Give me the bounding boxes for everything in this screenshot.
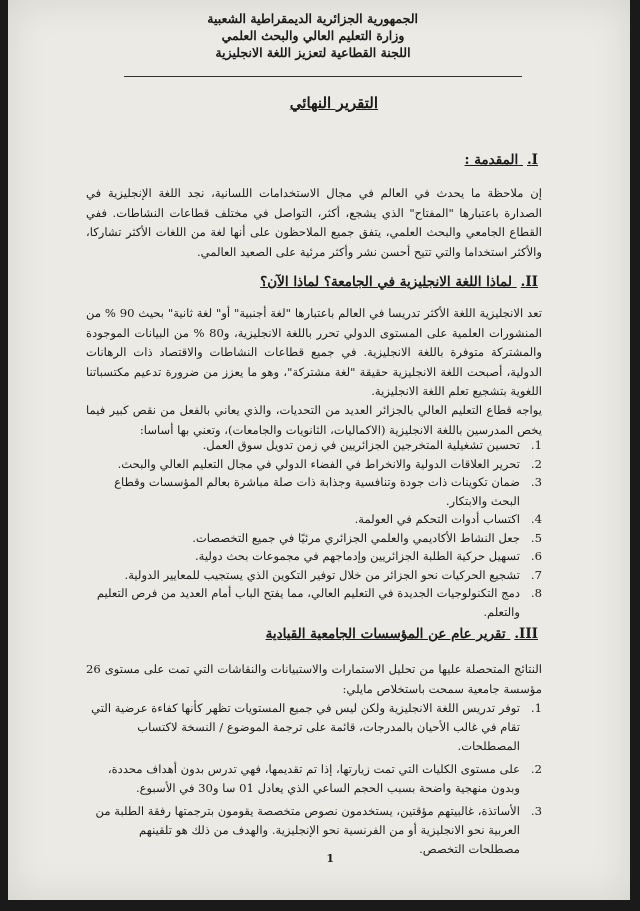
list-text: تشجيع الحركيات نحو الجزائر من خلال توفير التكوين الذي يستجيب للمعايير الدولية. (124, 567, 520, 582)
list-item (86, 802, 542, 859)
header-divider (124, 76, 522, 77)
section-heading-report (266, 626, 538, 642)
section-heading-why-english (260, 274, 538, 290)
list-item (86, 436, 542, 455)
list-number: 3. (530, 475, 542, 489)
letterhead-republic: الجمهورية الجزائرية الديمقراطية الشعبية (207, 11, 418, 26)
list-number: 4. (530, 512, 542, 526)
report-paragraph: النتائج المتحصلة عليها من تحليل الاستمارات والاستبيانات والنقاشات التي تمت على مستوى 26 مؤسسة جامعية سمحت باستخلاص مايلي: (86, 662, 542, 696)
list-item (86, 584, 542, 621)
section-title: المقدمة : (464, 152, 519, 168)
list-text: على مستوى الكليات التي تمت زيارتها، إذا تم تقديمها، فهي تدرس بدون أهداف محددة، وبدون منهجية واضحة بسبب الحجم الساعي الذي يعادل 01 سا و30 في الأسبوع. (107, 762, 520, 795)
list-text: تسهيل حركية الطلبة الجزائريين وإدماجهم في مجموعات بحث دولية. (194, 549, 520, 563)
section-title: تقرير عام عن المؤسسات الجامعية القيادية (265, 626, 506, 642)
list-item (86, 473, 542, 510)
section-numeral: II. (520, 274, 538, 290)
list-number: 8. (530, 586, 542, 600)
list-item (86, 510, 542, 529)
list-item (86, 547, 542, 566)
why-english-paragraph-1: تعد الانجليزية اللغة الأكثر تدريسا في العالم باعتبارها "لغة أجنبية" أو" لغة ثانية" بحيث 90 % من المنشورات العلمية على المستوى الدولي تحرر باللغة الانجليزية، و80 % من البيانات الموجودة والمشتركة متوفرة باللغة الانجليزية. في جميع قطاعات النشاطات والاقتصاد ذات الرهانات الدولية، أصبحت اللغة الانجليزية حقيقة "لغة مشتركة"، وهو ما يعزز من ضرورة تدعيم مكتسباتنا اللغوية بتشجيع تعلم اللغة الانجليزية. (86, 306, 542, 398)
list-number: 7. (530, 567, 542, 582)
list-text: الأساتذة، غالبيتهم مؤقتين، يستخدمون نصوص متخصصة يقومون بترجمتها رفقة الطلبة من العربية نحو الانجليزية أو من الفرنسية نحو الإنجليزية. والهدف من ذلك هو تلقينهم مصطلحات التخصص. (95, 804, 520, 856)
section-numeral: I. (526, 152, 538, 168)
list-number: 5. (530, 530, 542, 545)
list-item (86, 760, 542, 798)
document-page (8, 0, 630, 900)
list-number: 1. (530, 438, 542, 452)
challenges-list (86, 436, 542, 621)
intro-paragraph: إن ملاحظة ما يحدث في العالم في مجال الاستخدامات اللسانية، نجد اللغة الإنجليزية في الصدارة باعتبارها "المفتاح" الذي يشجع، أكثر، التواصل في مختلف قطاعات النشاطات. ففي القطاع الجامعي والبحث العلمي، يتفق جميع الملاحظون على أنها لغة من اللغات الأكثر تشاركا، والأكثر استخداما والتي تتيح أحسن نشر وأكثر مرئية على الصعيد العالمي. (86, 186, 542, 259)
why-english-paragraph-2: يواجه قطاع التعليم العالي بالجزائر العديد من التحديات، والذي يعاني بالفعل من نقص كبير فيما يخص المدرسين باللغة الانجليزية (الاكماليات، الثانويات والجامعات)، وتعني بها أساسا: (86, 403, 542, 437)
list-text: تحسين تشغيلية المتخرجين الجزائريين في زمن تدويل سوق العمل. (202, 438, 520, 452)
report-title: التقرير النهائي (289, 94, 378, 112)
letterhead-ministry: وزارة التعليم العالي والبحث العلمي (221, 28, 405, 43)
list-text: توفر تدريس اللغة الانجليزية ولكن ليس في جميع المستويات تظهر كأنها كفاءة عرضية التي تقام في غالب الأحيان بالمدرجات، قائمة على ترجمة الموضوع / النسخة لاكتساب المصطلحات. (91, 701, 520, 753)
section-heading-intro (465, 152, 538, 168)
list-number: 2. (530, 456, 542, 471)
list-item (86, 455, 542, 474)
list-number: 2. (530, 762, 542, 776)
letterhead (208, 10, 418, 61)
letterhead-committee: اللجنة القطاعية لتعزيز اللغة الانجليزية (215, 45, 411, 60)
list-number: 3. (530, 804, 542, 818)
list-text: دمج التكنولوجيات الجديدة في التعليم العالي، مما يفتح الباب أمام العديد من فرص التعليم والتعلم. (96, 586, 520, 619)
list-number: 1. (530, 701, 542, 715)
list-number: 6. (530, 549, 542, 563)
page-number: 1 (326, 852, 334, 865)
list-item (86, 529, 542, 548)
list-text: ضمان تكوينات ذات جودة وتنافسية وجذابة ذات صلة مباشرة بعالم المؤسسات وقطاع البحث والابتكار. (114, 475, 520, 508)
list-item (86, 699, 542, 756)
findings-list (86, 699, 542, 859)
section-numeral: III. (514, 626, 538, 642)
list-item (86, 566, 542, 585)
list-text: تحرير العلاقات الدولية والانخراط في الفضاء الدولي في مجال التعليم العالي والبحث. (117, 456, 520, 471)
section-title: لماذا اللغة الانجليزية في الجامعة؟ لماذا الآن؟ (260, 274, 512, 290)
list-text: جعل النشاط الأكاديمي والعلمي الجزائري مرئيًا في جميع التخصصات. (192, 530, 520, 545)
list-text: اكتساب أدوات التحكم في العولمة. (354, 512, 520, 526)
